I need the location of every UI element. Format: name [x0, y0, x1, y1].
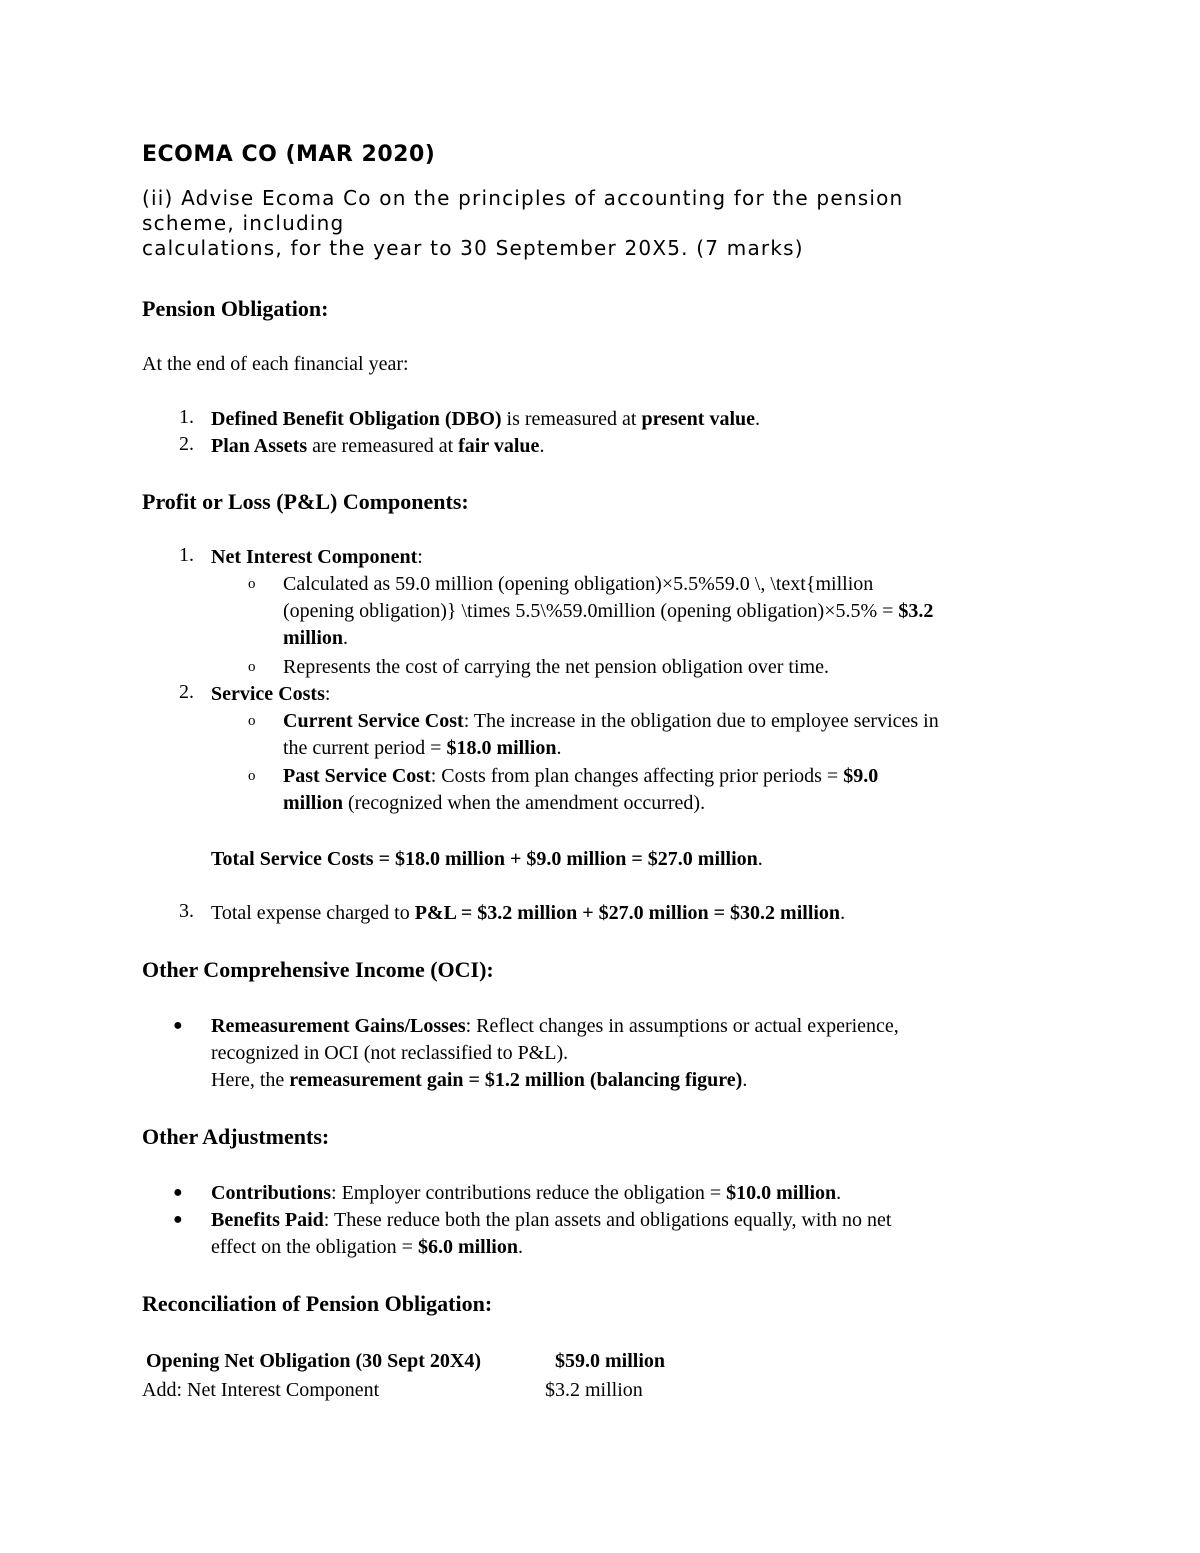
circle-bullet-icon: o	[248, 659, 256, 675]
question-text	[142, 186, 1042, 261]
list-item-benefits-paid: Benefits Paid: These reduce both the plan assets and obligations equally, with no net effect on the obligation = $6.0 million.	[211, 1209, 892, 1258]
list-number: 1.	[179, 406, 194, 428]
table-row-value: $59.0 million	[555, 1350, 666, 1372]
list-item: Defined Benefit Obligation (DBO) is remeasured at present value.	[211, 408, 761, 430]
list-item: Plan Assets are remeasured at fair value.	[211, 435, 545, 457]
total-service-costs: Total Service Costs = $18.0 million + $9.0 million = $27.0 million.	[211, 848, 763, 870]
list-item-total-expense: Total expense charged to P&L = $3.2 million + $27.0 million = $30.2 million.	[211, 902, 846, 924]
section-heading-pension-obligation: Pension Obligation:	[142, 296, 329, 321]
sub-item-calculation: Calculated as 59.0 million (opening obligation)×5.5%59.0 \, \text{million (opening obligation)} \times 5.5\%59.0million (opening obligation)×5.5% = $3.2 million.	[283, 573, 934, 649]
table-row-label: Add: Net Interest Component	[142, 1379, 380, 1401]
list-item-remeasurement: Remeasurement Gains/Losses: Reflect changes in assumptions or actual experience, recognized in OCI (not reclassified to P&L). Here, the remeasurement gain = $1.2 million (balancing figure).	[211, 1015, 899, 1091]
section-heading-oci: Other Comprehensive Income (OCI):	[142, 957, 494, 982]
list-number: 2.	[179, 433, 194, 455]
list-item-service-costs: Service Costs:	[211, 683, 331, 705]
list-number: 2.	[179, 681, 194, 703]
section-heading-other-adjustments: Other Adjustments:	[142, 1124, 330, 1149]
sub-item-past-service-cost: Past Service Cost: Costs from plan changes affecting prior periods = $9.0 million (recognized when the amendment occurred).	[283, 765, 879, 814]
document-title: ECOMA CO (MAR 2020)	[142, 142, 436, 167]
sub-item-text: Represents the cost of carrying the net pension obligation over time.	[283, 656, 829, 678]
table-row-label: Opening Net Obligation (30 Sept 20X4)	[146, 1350, 482, 1372]
section-heading-reconciliation: Reconciliation of Pension Obligation:	[142, 1291, 493, 1316]
bullet-icon: ●	[173, 1184, 183, 1201]
bullet-icon: ●	[173, 1211, 183, 1228]
circle-bullet-icon: o	[248, 713, 256, 729]
sub-item-current-service-cost: Current Service Cost: The increase in the obligation due to employee services in the current period = $18.0 million.	[283, 710, 939, 759]
list-number: 3.	[179, 900, 194, 922]
list-item-net-interest: Net Interest Component:	[211, 546, 423, 568]
list-number: 1.	[179, 544, 194, 566]
bullet-icon: ●	[173, 1017, 183, 1034]
list-item-contributions: Contributions: Employer contributions reduce the obligation = $10.0 million.	[211, 1182, 842, 1204]
table-row-value: $3.2 million	[545, 1379, 643, 1401]
question-line: calculations, for the year to 30 September 20X5. (7 marks)	[142, 236, 804, 260]
question-line: scheme, including	[142, 211, 345, 235]
section-heading-pl-components: Profit or Loss (P&L) Components:	[142, 489, 469, 514]
question-line: (ii) Advise Ecoma Co on the principles of accounting for the pension	[142, 186, 904, 210]
circle-bullet-icon: o	[248, 576, 256, 592]
circle-bullet-icon: o	[248, 768, 256, 784]
intro-text: At the end of each financial year:	[142, 353, 409, 375]
